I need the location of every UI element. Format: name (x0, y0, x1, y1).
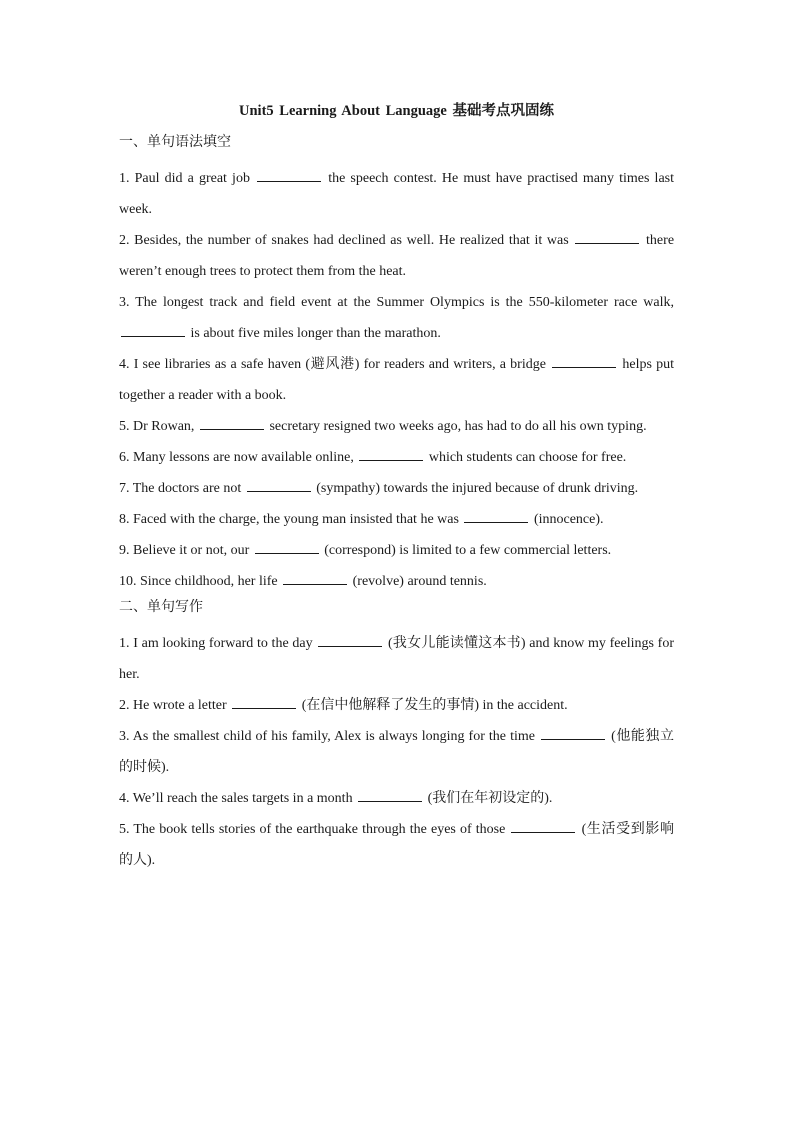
exercise-text-before: 1. I am looking forward to the day (119, 636, 313, 651)
answer-blank[interactable] (257, 169, 321, 182)
answer-blank[interactable] (464, 510, 528, 523)
exercise-text-before: 9. Believe it or not, our (119, 543, 250, 558)
exercise-text-after: (correspond) is limited to a few commercial letters. (324, 543, 612, 558)
exercise-item-1-9 (119, 535, 674, 566)
answer-blank[interactable] (247, 479, 311, 492)
exercise-item-1-10 (119, 566, 674, 597)
answer-blank[interactable] (511, 820, 575, 833)
exercise-text-after: the speech contest. He must have practised many times last week. (119, 171, 674, 217)
exercise-text-after: helps put together a reader with a book. (119, 357, 674, 403)
exercise-text-after: (生活受到影响的人). (119, 822, 674, 868)
exercise-text-after: (我们在年初设定的). (427, 791, 553, 806)
section-heading-sentence-writing: 二、单句写作 (119, 599, 203, 615)
section-heading-grammar-fill: 一、单句语法填空 (119, 134, 231, 150)
answer-blank[interactable] (358, 789, 422, 802)
exercise-text-before: 1. Paul did a great job (119, 171, 250, 186)
exercise-text-before: 4. I see libraries as a safe haven (避风港) for readers and writers, a bridge (119, 357, 546, 372)
exercise-item-1-8 (119, 504, 674, 535)
exercise-text-after: which students can choose for free. (428, 450, 627, 465)
exercise-text-before: 8. Faced with the charge, the young man insisted that he was (119, 512, 459, 527)
exercise-text-after: (在信中他解释了发生的事情) in the accident. (301, 698, 568, 713)
exercise-text-after: (revolve) around tennis. (352, 574, 487, 589)
answer-blank[interactable] (121, 324, 185, 337)
exercise-text-before: 5. Dr Rowan, (119, 419, 195, 434)
exercise-text-before: 2. Besides, the number of snakes had declined as well. He realized that it was (119, 233, 569, 248)
exercise-item-1-7 (119, 473, 674, 504)
exercise-text-before: 3. The longest track and field event at the Summer Olympics is the 550-kilometer race walk, (119, 295, 674, 310)
exercise-item-2-5 (119, 814, 674, 876)
exercise-text-before: 3. As the smallest child of his family, Alex is always longing for the time (119, 729, 535, 744)
answer-blank[interactable] (575, 231, 639, 244)
answer-blank[interactable] (359, 448, 423, 461)
exercise-text-before: 6. Many lessons are now available online, (119, 450, 354, 465)
exercise-text-after: (innocence). (533, 512, 604, 527)
exercise-item-1-4 (119, 349, 674, 411)
exercise-text-after: (我女儿能读懂这本书) and know my feelings for her. (119, 636, 674, 682)
answer-blank[interactable] (283, 572, 347, 585)
exercise-item-1-3 (119, 287, 674, 349)
exercise-text-before: 2. He wrote a letter (119, 698, 227, 713)
answer-blank[interactable] (541, 727, 605, 740)
exercise-text-before: 4. We’ll reach the sales targets in a month (119, 791, 353, 806)
answer-blank[interactable] (232, 696, 296, 709)
exercise-text-after: (sympathy) towards the injured because of drunk driving. (316, 481, 639, 496)
answer-blank[interactable] (552, 355, 616, 368)
exercise-text-after: (他能独立的时候). (119, 729, 674, 775)
exercise-text-after: is about five miles longer than the marathon. (190, 326, 441, 341)
exercise-item-2-2 (119, 690, 674, 721)
exercise-text-after: there weren’t enough trees to protect them from the heat. (119, 233, 675, 279)
exercise-item-1-5 (119, 411, 674, 442)
document-content (119, 101, 674, 876)
page-title: Unit5 Learning About Language 基础考点巩固练 (239, 103, 554, 119)
exercise-item-1-1 (119, 163, 674, 225)
exercise-item-1-6 (119, 442, 674, 473)
answer-blank[interactable] (200, 417, 264, 430)
answer-blank[interactable] (318, 634, 382, 647)
exercise-item-2-1 (119, 628, 674, 690)
answer-blank[interactable] (255, 541, 319, 554)
exercise-item-2-3 (119, 721, 674, 783)
exercise-text-before: 10. Since childhood, her life (119, 574, 278, 589)
exercise-text-before: 5. The book tells stories of the earthquake through the eyes of those (119, 822, 506, 837)
exercise-item-2-4 (119, 783, 674, 814)
exercise-text-before: 7. The doctors are not (119, 481, 242, 496)
exercise-item-1-2 (119, 225, 674, 287)
exercise-text-after: secretary resigned two weeks ago, has had to do all his own typing. (269, 419, 647, 434)
